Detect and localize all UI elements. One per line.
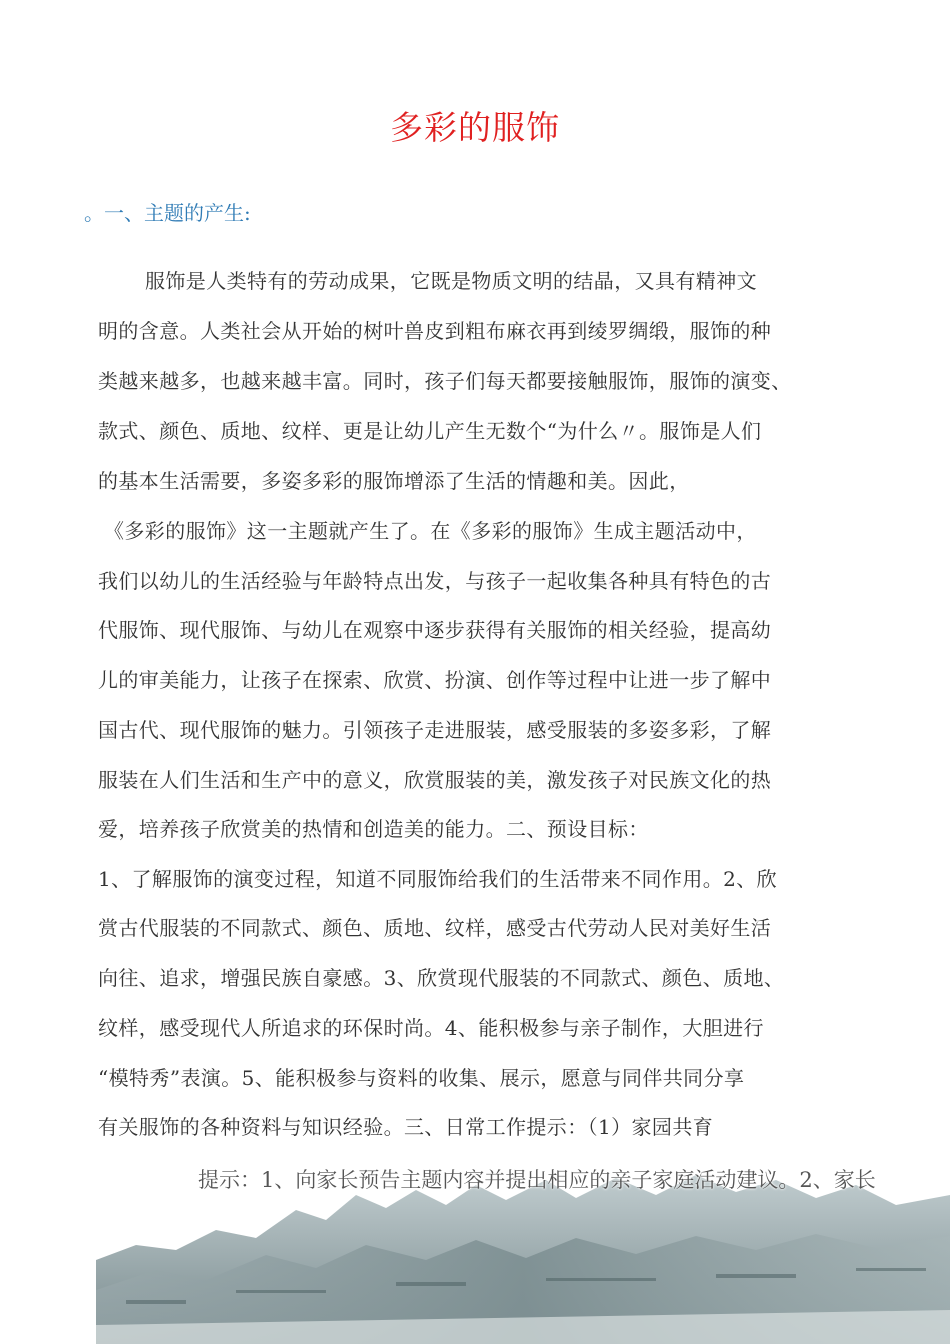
body-line: 儿的审美能力，让孩子在探索、欣赏、扮演、创作等过程中让进一步了解中 — [98, 668, 772, 692]
body-line: “模特秀”表演。5、能积极参与资料的收集、展示，愿意与同伴共同分享 — [98, 1066, 745, 1090]
footer-hint-line: 提示：1、向家长预告主题内容并提出相应的亲子家庭活动建议。2、家长 — [198, 1168, 876, 1192]
body-line: 爱，培养孩子欣赏美的热情和创造美的能力。二、预设目标： — [98, 817, 649, 841]
body-line: 国古代、现代服饰的魅力。引领孩子走进服装，感受服装的多姿多彩，了解 — [98, 718, 772, 742]
body-line: 类越来越多，也越来越丰富。同时，孩子们每天都要接触服饰，服饰的演变、 — [98, 369, 792, 393]
body-line: 服装在人们生活和生产中的意义，欣赏服装的美，激发孩子对民族文化的热 — [98, 768, 772, 792]
body-line: 向往、追求，增强民族自豪感。3、欣赏现代服装的不同款式、颜色、质地、 — [98, 966, 785, 990]
body-line: 款式、颜色、质地、纹样、更是让幼儿产生无数个“为什么〃。服饰是人们 — [98, 419, 762, 443]
body-line: 我们以幼儿的生活经验与年龄特点出发，与孩子一起收集各种具有特色的古 — [98, 569, 772, 593]
body-line: 纹样，感受现代人所追求的环保时尚。4、能积极参与亲子制作，大胆进行 — [98, 1016, 764, 1040]
body-line: 明的含意。人类社会从开始的树叶兽皮到粗布麻衣再到绫罗绸缎，服饰的种 — [98, 319, 772, 343]
body-line: 有关服饰的各种资料与知识经验。三、日常工作提示：（1）家园共育 — [98, 1115, 714, 1139]
body-line: 1、了解服饰的演变过程，知道不同服饰给我们的生活带来不同作用。2、欣 — [98, 867, 778, 891]
section-heading-1: 。一、主题的产生: — [84, 201, 251, 225]
document-title: 多彩的服饰 — [390, 108, 560, 147]
body-line: 服饰是人类特有的劳动成果，它既是物质文明的结晶，又具有精神文 — [145, 269, 757, 293]
body-line: 赏古代服装的不同款式、颜色、质地、纹样，感受古代劳动人民对美好生活 — [98, 916, 772, 940]
body-line: 《多彩的服饰》这一主题就产生了。在《多彩的服饰》生成主题活动中， — [104, 519, 757, 543]
body-line: 代服饰、现代服饰、与幼儿在观察中逐步获得有关服饰的相关经验，提高幼 — [98, 618, 772, 642]
body-line: 的基本生活需要，多姿多彩的服饰增添了生活的情趣和美。因此， — [98, 469, 690, 493]
